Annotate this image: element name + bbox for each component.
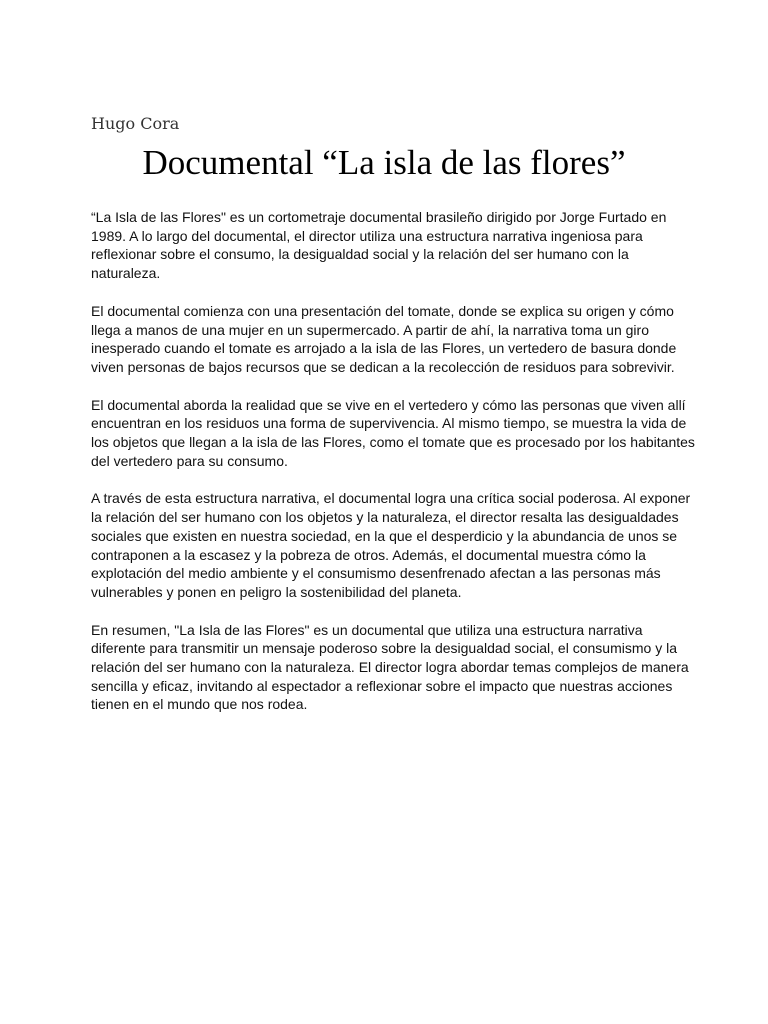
paragraph-1: “La Isla de las Flores" es un cortometraje documental brasileño dirigido por Jorge Furtado en 1989. A lo largo del documental, el director utiliza una estructura narrativa ingeniosa para reflexionar sobre el consumo, la desigualdad social y la relación del ser humano con la naturaleza. (91, 209, 667, 282)
author-name: Hugo Cora (91, 114, 180, 133)
paragraph-3: El documental aborda la realidad que se vive en el vertedero y cómo las personas que viven allí encuentran en los residuos una forma de supervivencia. Al mismo tiempo, se muestra la vida de los objetos que llegan a la isla de las Flores, como el tomate que es procesado por los habitantes del vertedero para su consumo. (91, 396, 695, 469)
paragraph-5: En resumen, "La Isla de las Flores" es un documental que utiliza una estructura narrativa diferente para transmitir un mensaje poderoso sobre la desigualdad social, el consumismo y la relación del ser humano con la naturaleza. El director logra abordar temas complejos de manera sencilla y eficaz, invitando al espectador a reflexionar sobre el impacto que nuestras acciones tienen en el mundo que nos rodea. (91, 621, 689, 713)
paragraph-4: A través de esta estructura narrativa, el documental logra una crítica social poderosa. Al exponer la relación del ser humano con los objetos y la naturaleza, el director resalta las desigualdades sociales que existen en nuestra sociedad, en la que el desperdicio y la abundancia de unos se contraponen a la escasez y la pobreza de otros. Además, el documental muestra cómo la explotación del medio ambiente y el consumismo desenfrenado afectan a las personas más vulnerables y ponen en peligro la sostenibilidad del planeta. (91, 490, 691, 600)
document-body (91, 208, 696, 733)
document-title: Documental “La isla de las flores” (142, 143, 626, 182)
paragraph-2: El documental comienza con una presentación del tomate, donde se explica su origen y cómo llega a manos de una mujer en un supermercado. A partir de ahí, la narrativa toma un giro inesperado cuando el tomate es arrojado a la isla de las Flores, un vertedero de basura donde viven personas de bajos recursos que se dedican a la recolección de residuos para sobrevivir. (91, 302, 677, 375)
